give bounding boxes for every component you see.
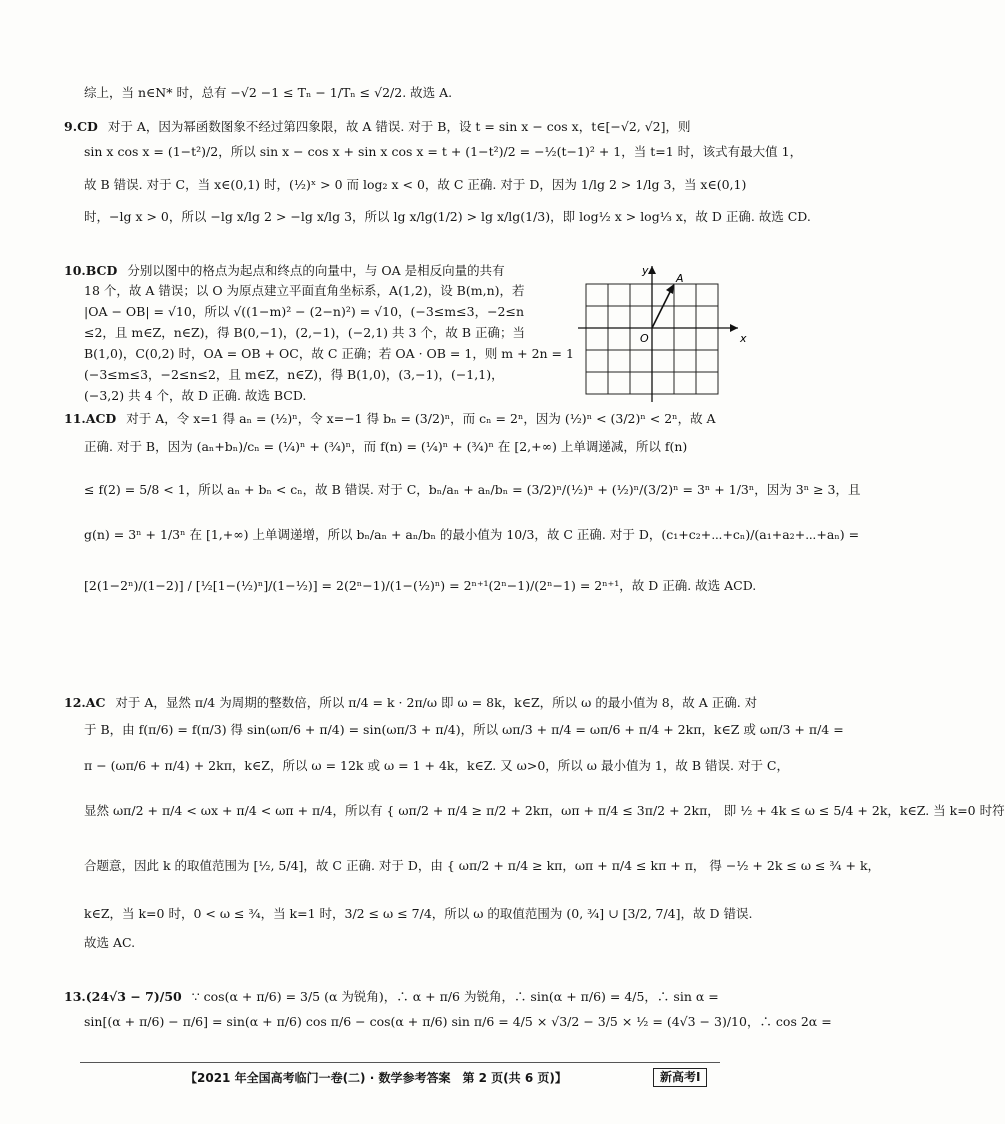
- vector-grid-figure: [578, 262, 748, 402]
- x-axis-arrow-icon: [730, 324, 738, 332]
- question-number: 10.: [64, 263, 86, 278]
- solution-line: sin[(α + π/6) − π/6] = sin(α + π/6) cos π/6 − cos(α + π/6) sin π/6 = 4/5 × √3/2 − 3/5 × ½ = (4√3 − 3)/10，∴ cos 2α =: [84, 1014, 832, 1030]
- solution-line: 对于 A，令 x=1 得 aₙ = (½)ⁿ，令 x=−1 得 bₙ = (3/2)ⁿ，而 cₙ = 2ⁿ，因为 (½)ⁿ < (3/2)ⁿ < 2ⁿ，故 A: [126, 411, 716, 426]
- origin-label: O: [640, 332, 649, 345]
- intro-line: 综上，当 n∈N* 时，总有 −√2 −1 ≤ Tₙ − 1/Tₙ ≤ √2/2. 故选 A.: [84, 85, 453, 100]
- solution-line: 故选 AC.: [84, 935, 136, 951]
- question-answer: ACD: [85, 411, 117, 426]
- solution-line: sin x cos x = (1−t²)/2，所以 sin x − cos x + sin x cos x = t + (1−t²)/2 = −½(t−1)² + 1，当 t=1 时，该式有最大值 1，: [84, 144, 803, 160]
- solution-line: [2(1−2ⁿ)/(1−2)] / [½[1−(½)ⁿ]/(1−½)] = 2(2ⁿ−1)/(1−(½)ⁿ) = 2ⁿ⁺¹(2ⁿ−1)/(2ⁿ−1) = 2ⁿ⁺¹，故 D 正确. 故选 ACD.: [84, 577, 757, 593]
- solution-line: 对于 A，显然 π/4 为周期的整数倍，所以 π/4 = k · 2π/ω 即 ω = 8k，k∈Z，所以 ω 的最小值为 8，故 A 正确. 对: [115, 695, 758, 710]
- footer-title: 【2021 年全国高考临门一卷(二) · 数学参考答案 第 2 页(共 6 页)】: [185, 1071, 567, 1085]
- solution-line: 正确. 对于 B，因为 (aₙ+bₙ)/cₙ = (¼)ⁿ + (¾)ⁿ，而 f(n) = (¼)ⁿ + (¾)ⁿ 在 [2,+∞) 上单调递减，所以 f(n): [84, 439, 688, 455]
- x-axis-label: x: [740, 332, 747, 345]
- question-answer: AC: [85, 695, 106, 710]
- question-answer: CD: [77, 119, 98, 134]
- solution-line: |OA − OB| = √10，所以 √((1−m)² − (2−n)²) = √10，(−3≤m≤3，−2≤n: [84, 304, 525, 320]
- solution-line: k∈Z，当 k=0 时，0 < ω ≤ ¾，当 k=1 时，3/2 ≤ ω ≤ 7/4，所以 ω 的取值范围为 (0, ¾] ∪ [3/2, 7/4]，故 D 错误.: [84, 905, 753, 921]
- solution-line: (−3,2) 共 4 个，故 D 正确. 故选 BCD.: [84, 388, 307, 404]
- solution-line: 时，−lg x > 0，所以 −lg x/lg 2 > −lg x/lg 3，所以 lg x/lg(1/2) > lg x/lg(1/3)，即 log½ x > log⅓ x，故 D 正确. 故选 CD.: [84, 209, 811, 225]
- question-13: [64, 988, 832, 1039]
- y-axis-label: y: [642, 264, 649, 277]
- question-12: [64, 694, 1005, 955]
- solution-line: 分别以图中的格点为起点和终点的向量中，与 OA 是相反向量的共有: [127, 263, 505, 278]
- solution-line: 18 个，故 A 错误；以 O 为原点建立平面直角坐标系，A(1,2)，设 B(m,n)，若: [84, 283, 525, 299]
- solution-line: ≤2，且 m∈Z，n∈Z)，得 B(0,−1)，(2,−1)，(−2,1) 共 3 个，故 B 正确；当: [84, 325, 526, 341]
- question-number: 9.: [64, 119, 78, 134]
- solution-line: B(1,0)，C(0,2) 时，OA = OB + OC，故 C 正确；若 OA · OB = 1，则 m + 2n = 1: [84, 346, 574, 362]
- solution-line: ≤ f(2) = 5/8 < 1，所以 aₙ + bₙ < cₙ，故 B 错误. 对于 C，bₙ/aₙ + aₙ/bₙ = (3/2)ⁿ/(½)ⁿ + (½)ⁿ/(3/2)ⁿ = 3ⁿ + 1/3ⁿ，因为 3ⁿ ≥ 3，且: [84, 481, 861, 497]
- question-answer: BCD: [85, 263, 118, 278]
- solution-line: 对于 A，因为幂函数图象不经过第四象限，故 A 错误. 对于 B，设 t = sin x − cos x，t∈[−√2, √2]，则: [107, 119, 691, 134]
- solution-line: 故 B 错误. 对于 C，当 x∈(0,1) 时，(½)ˣ > 0 而 log₂ x < 0，故 C 正确. 对于 D，因为 1/lg 2 > 1/lg 3，当 x∈(0,1): [84, 176, 747, 192]
- solution-line: 合题意，因此 k 的取值范围为 [½, 5/4]，故 C 正确. 对于 D，由 { ωπ/2 + π/4 ≥ kπ，ωπ + π/4 ≤ kπ + π， 得 −½ + 2k ≤ ω ≤ ¾ + k，: [84, 858, 881, 874]
- footer-divider: [80, 1062, 720, 1063]
- solution-line: π − (ωπ/6 + π/4) + 2kπ，k∈Z，所以 ω = 12k 或 ω = 1 + 4k，k∈Z. 又 ω>0，所以 ω 最小值为 1，故 B 错误. 对于 C，: [84, 758, 789, 774]
- question-number: 11.: [64, 411, 86, 426]
- point-a-label: A: [676, 272, 684, 285]
- vector-oa: [652, 288, 672, 328]
- solution-line: 于 B，由 f(π/6) = f(π/3) 得 sin(ωπ/6 + π/4) = sin(ωπ/3 + π/4)，所以 ωπ/3 + π/4 = ωπ/6 + π/4 + 2kπ，k∈Z 或 ωπ/3 + π/4 =: [84, 722, 844, 738]
- solution-line: 显然 ωπ/2 + π/4 < ωx + π/4 < ωπ + π/4，所以有 { ωπ/2 + π/4 ≥ π/2 + 2kπ，ωπ + π/4 ≤ 3π/2 + 2kπ， 即 ½ + 4k ≤ ω ≤ 5/4 + 2k，k∈Z. 当 k=0 时符: [84, 802, 1005, 818]
- solution-line: g(n) = 3ⁿ + 1/3ⁿ 在 [1,+∞) 上单调递增，所以 bₙ/aₙ + aₙ/bₙ 的最小值为 10/3，故 C 正确. 对于 D，(c₁+c₂+⋯+cₙ)/(a₁+a₂+⋯+aₙ) =: [84, 526, 860, 542]
- solution-line: (−3≤m≤3，−2≤n≤2，且 m∈Z，n∈Z)，得 B(1,0)，(3,−1)，(−1,1)，: [84, 367, 504, 383]
- question-number: 13.: [64, 989, 86, 1004]
- intro-section: [84, 84, 744, 102]
- question-10: [64, 262, 574, 406]
- question-11: [64, 410, 861, 614]
- edition-badge: 新高考Ⅰ: [653, 1068, 707, 1087]
- question-number: 12.: [64, 695, 86, 710]
- solution-line: ∵ cos(α + π/6) = 3/5 (α 为锐角)，∴ α + π/6 为锐角，∴ sin(α + π/6) = 4/5，∴ sin α =: [191, 989, 719, 1004]
- question-answer: (24√3 − 7)/50: [85, 989, 182, 1004]
- question-9: [64, 118, 811, 234]
- y-axis-arrow-icon: [648, 266, 656, 274]
